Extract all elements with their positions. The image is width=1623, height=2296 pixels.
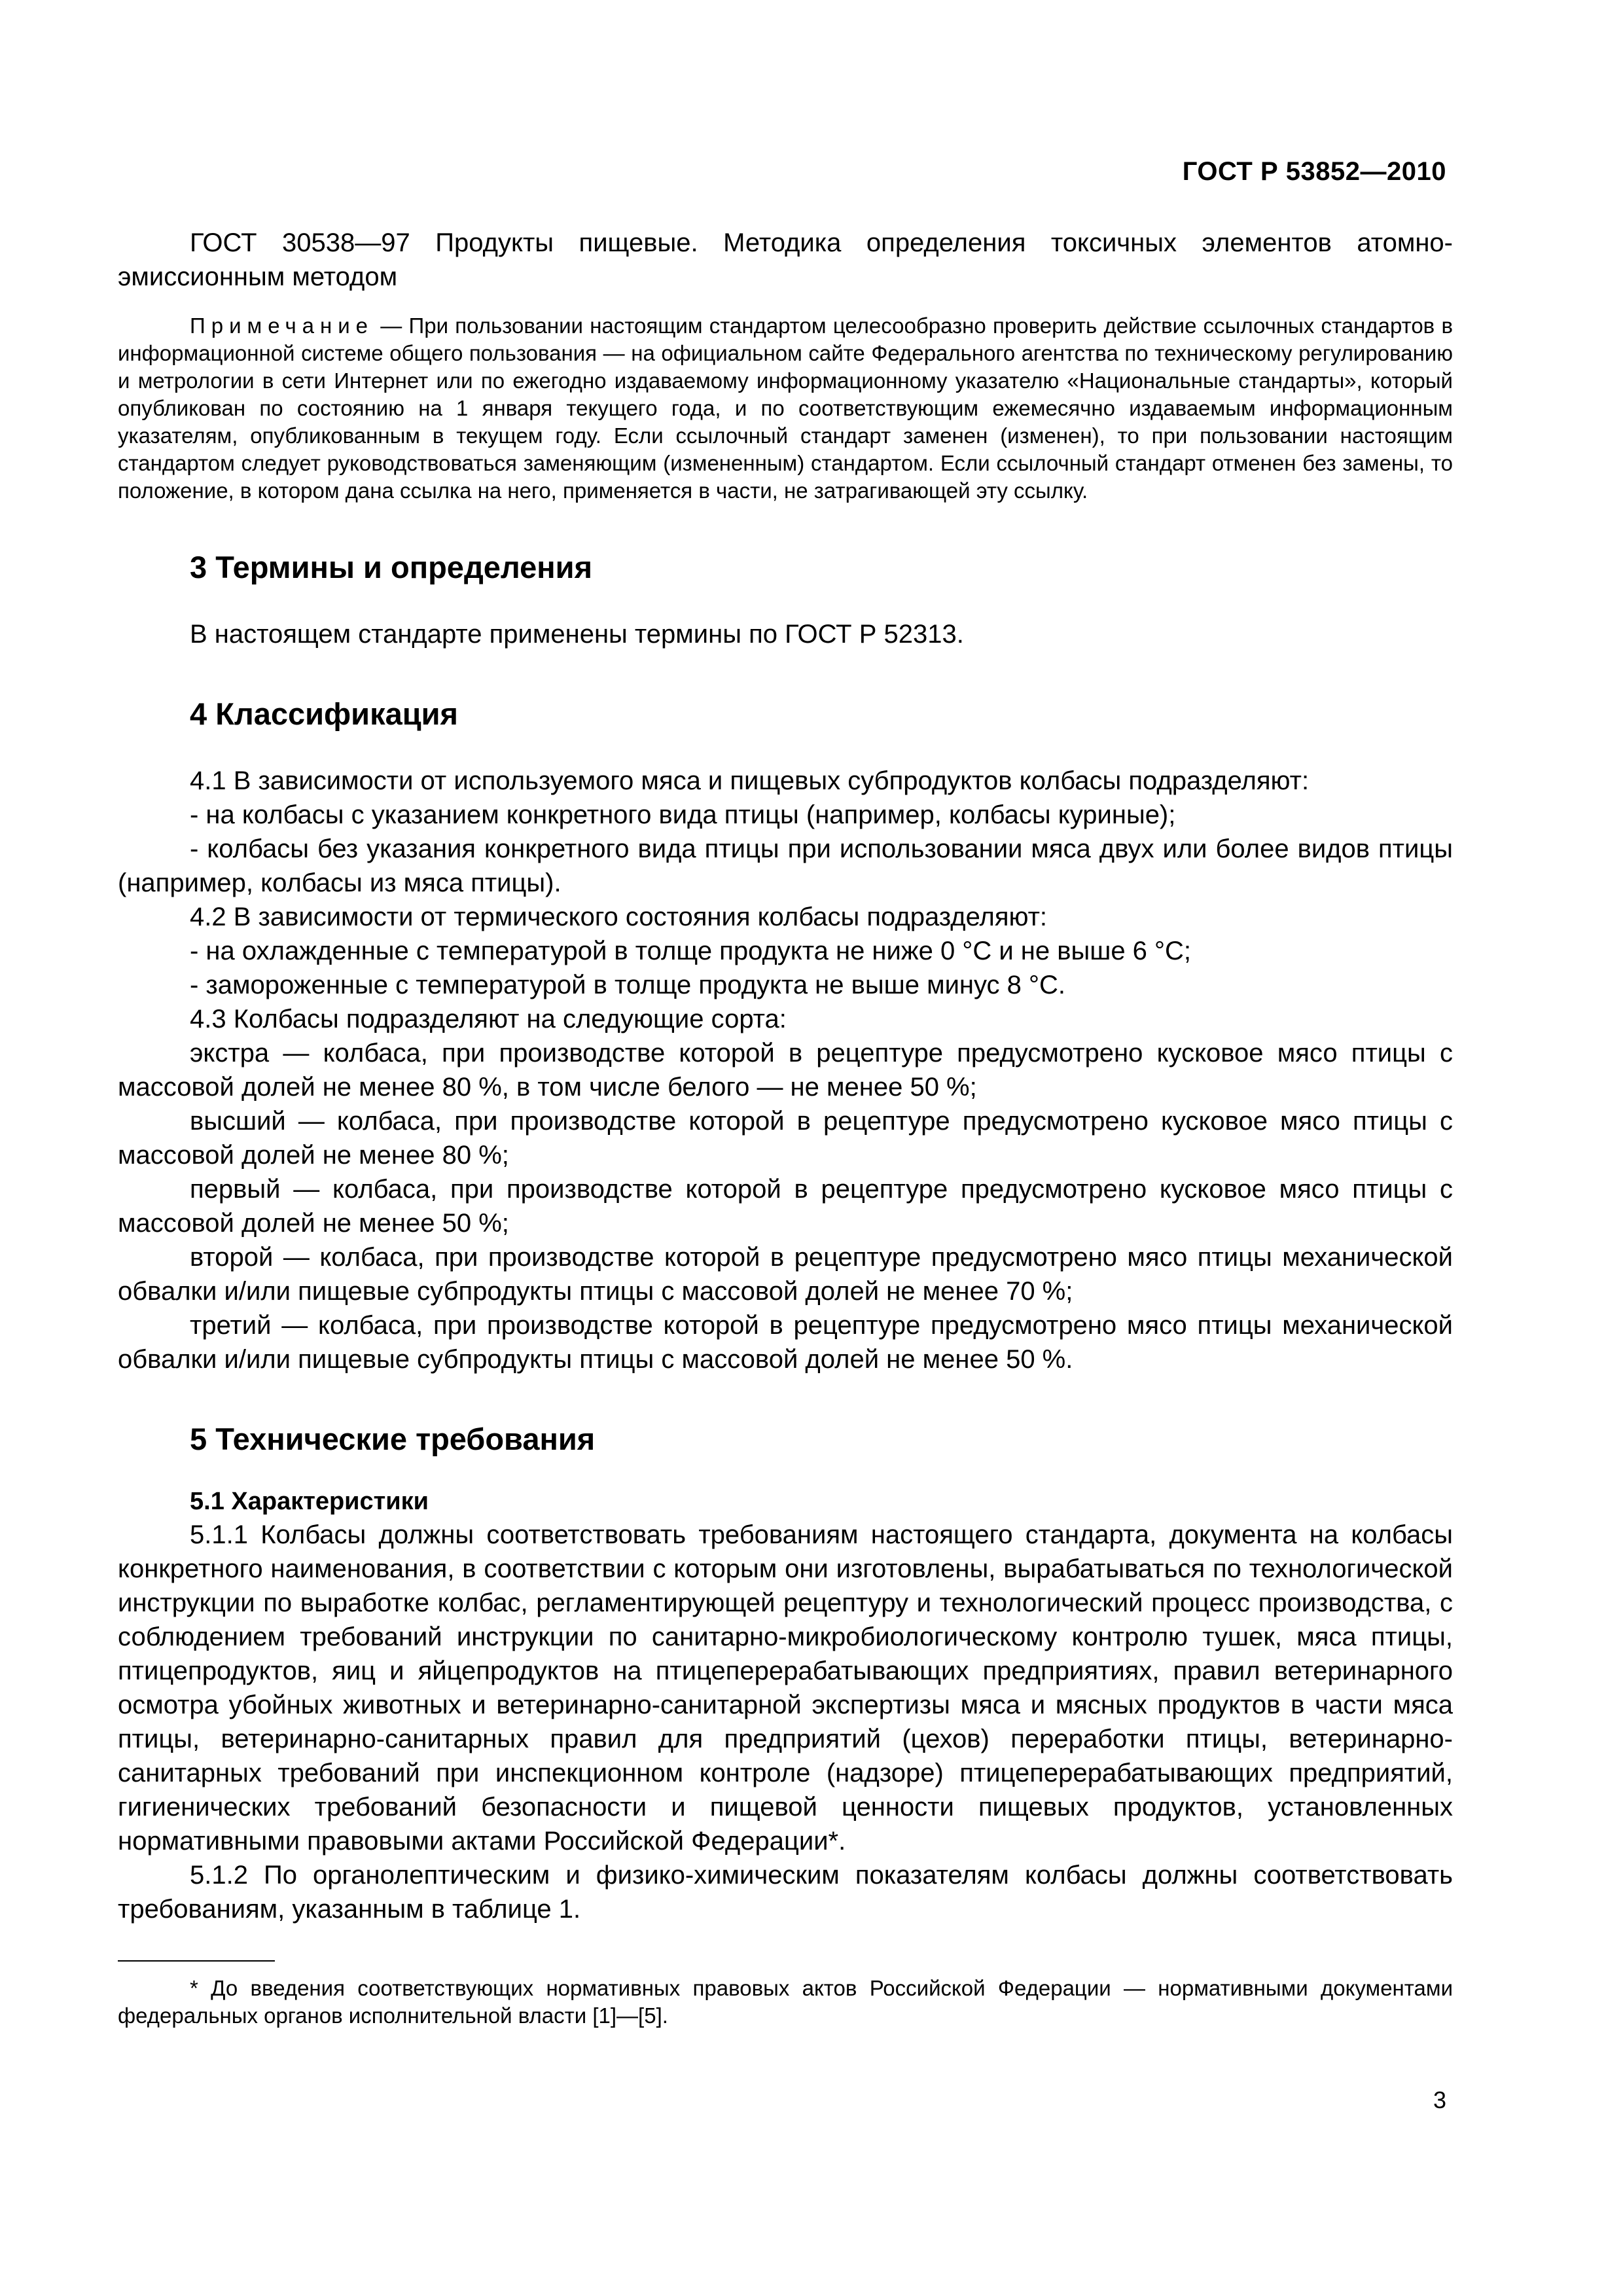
section-4-paragraph: - на охлажденные с температурой в толще продукта не ниже 0 °С и не выше 6 °С;: [190, 937, 1192, 965]
footnote: * До введения соответствующих нормативных правовых актов Российской Федерации — нормативными документами федеральных органов исполнительной власти [1]—[5].: [118, 1976, 1453, 2028]
page-content: [118, 226, 1453, 2030]
section-4-paragraph: экстра — колбаса, при производстве которой в рецептуре предусмотрено кусковое мясо птицы с массовой долей не менее 80 %, в том числе белого — не менее 50 %;: [118, 1039, 1453, 1102]
reference-entry: ГОСТ 30538—97 Продукты пищевые. Методика определения токсичных элементов атомно-эмиссионным методом: [118, 228, 1453, 291]
note-paragraph: [118, 312, 1453, 505]
section-4-paragraph: - колбасы без указания конкретного вида птицы при использовании мяса двух или более видов птицы (например, колбасы из мяса птицы).: [118, 834, 1453, 897]
section-4-paragraph: - замороженные с температурой в толще продукта не выше минус 8 °С.: [190, 971, 1066, 999]
page-number: 3: [1433, 2087, 1446, 2113]
note-text: — При пользовании настоящим стандартом целесообразно проверить действие ссылочных стандартов в информационной системе общего пользования — на официальном сайте Федерального агентства по техническому регулированию и метрологии в сети Интернет или по ежегодно издаваемому информационному указателю «Национальные стандарты», который опубликован по состоянию на 1 января текущего года, и по соответствующим ежемесячно издаваемым информационным указателям, опубликованным в текущем году. Если ссылочный стандарт заменен (изменен), то при пользовании настоящим стандартом следует руководствоваться заменяющим (измененным) стандартом. Если ссылочный стандарт отменен без замены, то положение, в котором дана ссылка на него, применяется в части, не затрагивающей эту ссылку.: [118, 314, 1453, 503]
note-label: Примечание: [190, 314, 374, 338]
section-3-text: В настоящем стандарте применены термины по ГОСТ Р 52313.: [190, 620, 964, 649]
section-4-paragraph: третий — колбаса, при производстве которой в рецептуре предусмотрено мясо птицы механической обвалки и/или пищевые субпродукты птицы с массовой долей не менее 50 %.: [118, 1311, 1453, 1374]
section-4-paragraph: 4.3 Колбасы подразделяют на следующие сорта:: [190, 1005, 787, 1033]
section-4-paragraph: высший — колбаса, при производстве которой в рецептуре предусмотрено кусковое мясо птицы с массовой долей не менее 80 %;: [118, 1107, 1453, 1170]
section-3-heading: 3 Термины и определения: [190, 550, 592, 584]
section-5-paragraph: 5.1.2 По органолептическим и физико-химическим показателям колбасы должны соответствовать требованиям, указанным в таблице 1.: [118, 1861, 1453, 1924]
section-5-heading: 5 Технические требования: [190, 1422, 596, 1456]
document-header: ГОСТ Р 53852—2010: [1182, 157, 1446, 186]
footnote-divider: [118, 1960, 275, 1962]
section-4-paragraph: первый — колбаса, при производстве которой в рецептуре предусмотрено кусковое мясо птицы с массовой долей не менее 50 %;: [118, 1175, 1453, 1238]
section-4-paragraph: - на колбасы с указанием конкретного вида птицы (например, колбасы куриные);: [190, 800, 1176, 829]
section-4-paragraph: 4.2 В зависимости от термического состояния колбасы подразделяют:: [190, 903, 1048, 931]
section-5-paragraph: 5.1.1 Колбасы должны соответствовать требованиям настоящего стандарта, документа на колбасы конкретного наименования, в соответствии с которым они изготовлены, вырабатываться по технологической инструкции по выработке колбас, регламентирующей рецептуру и технологический процесс производства, с соблюдением требований инструкции по санитарно-микробиологическому контролю тушек, мяса птицы, птицепродуктов, яиц и яйцепродуктов на птицеперерабатывающих предприятиях, правил ветеринарного осмотра убойных животных и ветеринарно-санитарной экспертизы мяса и мясных продуктов в части мяса птицы, ветеринарно-санитарных правил для предприятий (цехов) переработки птицы, ветеринарно-санитарных требований при инспекционном контроле (надзоре) птицеперерабатывающих предприятий, гигиенических требований безопасности и пищевой ценности пищевых продуктов, установленных нормативными правовыми актами Российской Федерации*.: [118, 1520, 1453, 1856]
section-4-paragraph: второй — колбаса, при производстве которой в рецептуре предусмотрено мясо птицы механической обвалки и/или пищевые субпродукты птицы с массовой долей не менее 70 %;: [118, 1243, 1453, 1306]
section-4-paragraph: 4.1 В зависимости от используемого мяса и пищевых субпродуктов колбасы подразделяют:: [190, 766, 1310, 795]
section-4-heading: 4 Классификация: [190, 696, 458, 731]
subsection-5-1-heading: 5.1 Характеристики: [190, 1488, 429, 1515]
